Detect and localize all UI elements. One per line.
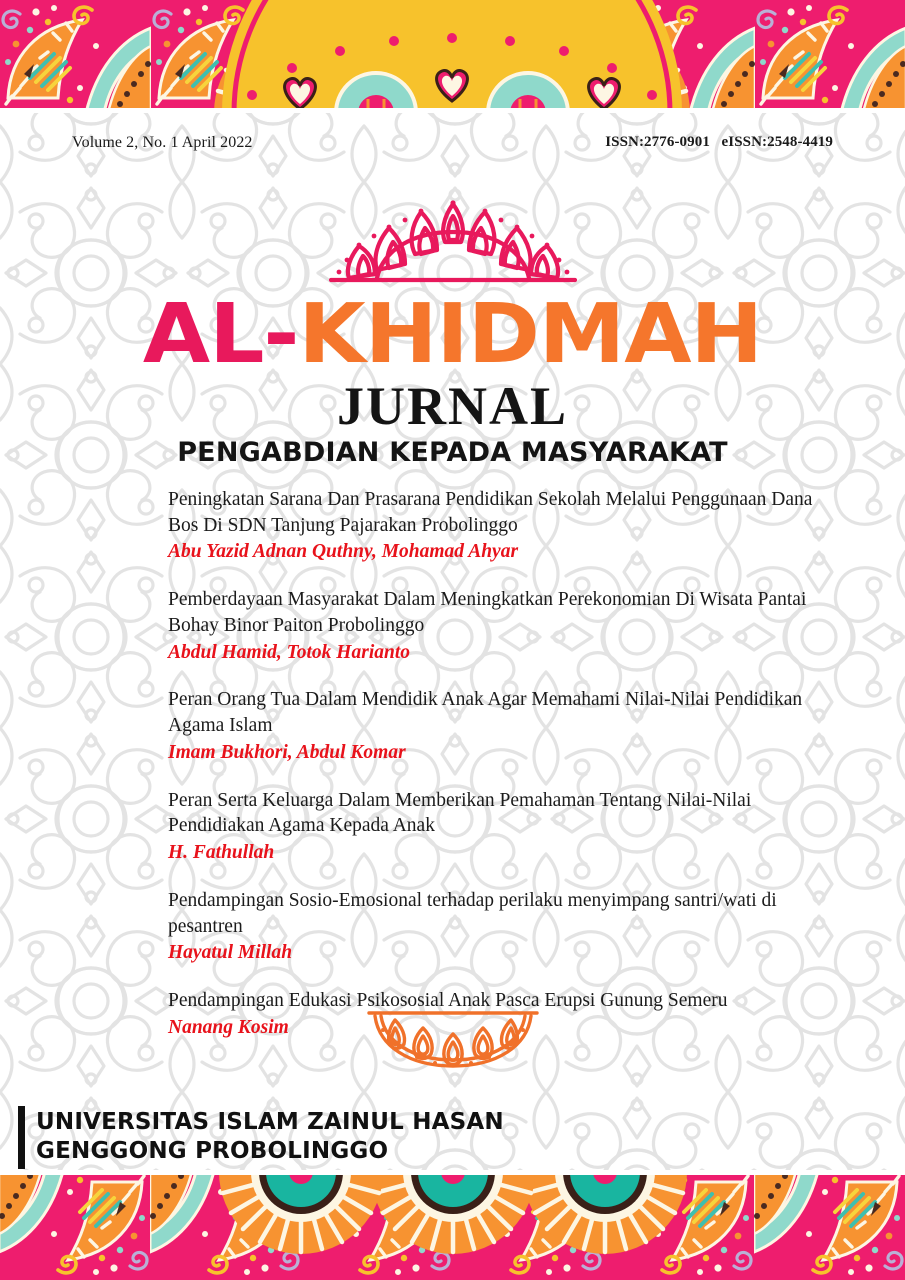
- article-entry: [168, 888, 828, 966]
- volume-issue-label: Volume 2, No. 1 April 2022: [72, 134, 253, 151]
- article-list: [168, 487, 828, 1040]
- article-authors: Abu Yazid Adnan Quthny, Mohamad Ahyar: [168, 541, 519, 563]
- bottom-lotus-ornament: [0, 1008, 905, 1074]
- journal-scope-subtitle: PENGABDIAN KEPADA MASYARAKAT: [177, 436, 728, 468]
- header-meta-row: [0, 134, 905, 152]
- journal-title: [0, 287, 905, 382]
- publisher-accent-rule: [18, 1106, 25, 1169]
- article-entry: [168, 788, 828, 866]
- issn-label: ISSN:2776-0901 eISSN:2548-4419: [605, 134, 833, 150]
- article-entry: [168, 487, 828, 565]
- article-title: Pendampingan Sosio-Emosional terhadap perilaku menyimpang santri/wati di pesantren: [168, 889, 777, 937]
- article-title: Peningkatan Sarana Dan Prasarana Pendidikan Sekolah Melalui Penggunaan Dana Bos Di SDN Tanjung Pajarakan Probolinggo: [168, 489, 813, 536]
- masthead: [0, 287, 905, 468]
- article-title: Peran Orang Tua Dalam Mendidik Anak Agar Memahami Nilai-Nilai Pendidikan Agama Islam: [168, 689, 803, 737]
- article-title: Peran Serta Keluarga Dalam Memberikan Pemahaman Tentang Nilai-Nilai Pendidiakan Agama Kepada Anak: [168, 789, 752, 837]
- publisher-block: [18, 1106, 504, 1169]
- top-border-deckle-edge: [0, 108, 905, 113]
- journal-title-part-al: AL-: [142, 287, 299, 382]
- article-authors: Imam Bukhori, Abdul Komar: [168, 741, 406, 763]
- bottom-decorative-border: [0, 1172, 905, 1280]
- article-entry: [168, 687, 828, 765]
- article-authors: H. Fathullah: [168, 842, 275, 864]
- journal-word-jurnal: JURNAL: [336, 375, 568, 436]
- journal-title-part-khidmah: KHIDMAH: [298, 287, 763, 382]
- publisher-name: [36, 1106, 504, 1169]
- publisher-line-2: GENGGONG PROBOLINGGO: [36, 1138, 389, 1165]
- top-lotus-ornament: [0, 198, 905, 286]
- article-title: Pemberdayaan Masyarakat Dalam Meningkatkan Perekonomian Di Wisata Pantai Bohay Binor Paiton Probolinggo: [168, 589, 807, 636]
- article-entry: [168, 587, 828, 665]
- article-authors: Hayatul Millah: [168, 942, 293, 964]
- article-authors: Abdul Hamid, Totok Harianto: [168, 641, 410, 663]
- article-title: Pendampingan Edukasi Psikososial Anak Pasca Erupsi Gunung Semeru: [168, 990, 728, 1012]
- article-authors: Nanang Kosim: [168, 1016, 289, 1038]
- top-decorative-border: [0, 0, 905, 113]
- publisher-line-1: UNIVERSITAS ISLAM ZAINUL HASAN: [36, 1109, 504, 1135]
- bottom-border-deckle-edge: [0, 1170, 905, 1175]
